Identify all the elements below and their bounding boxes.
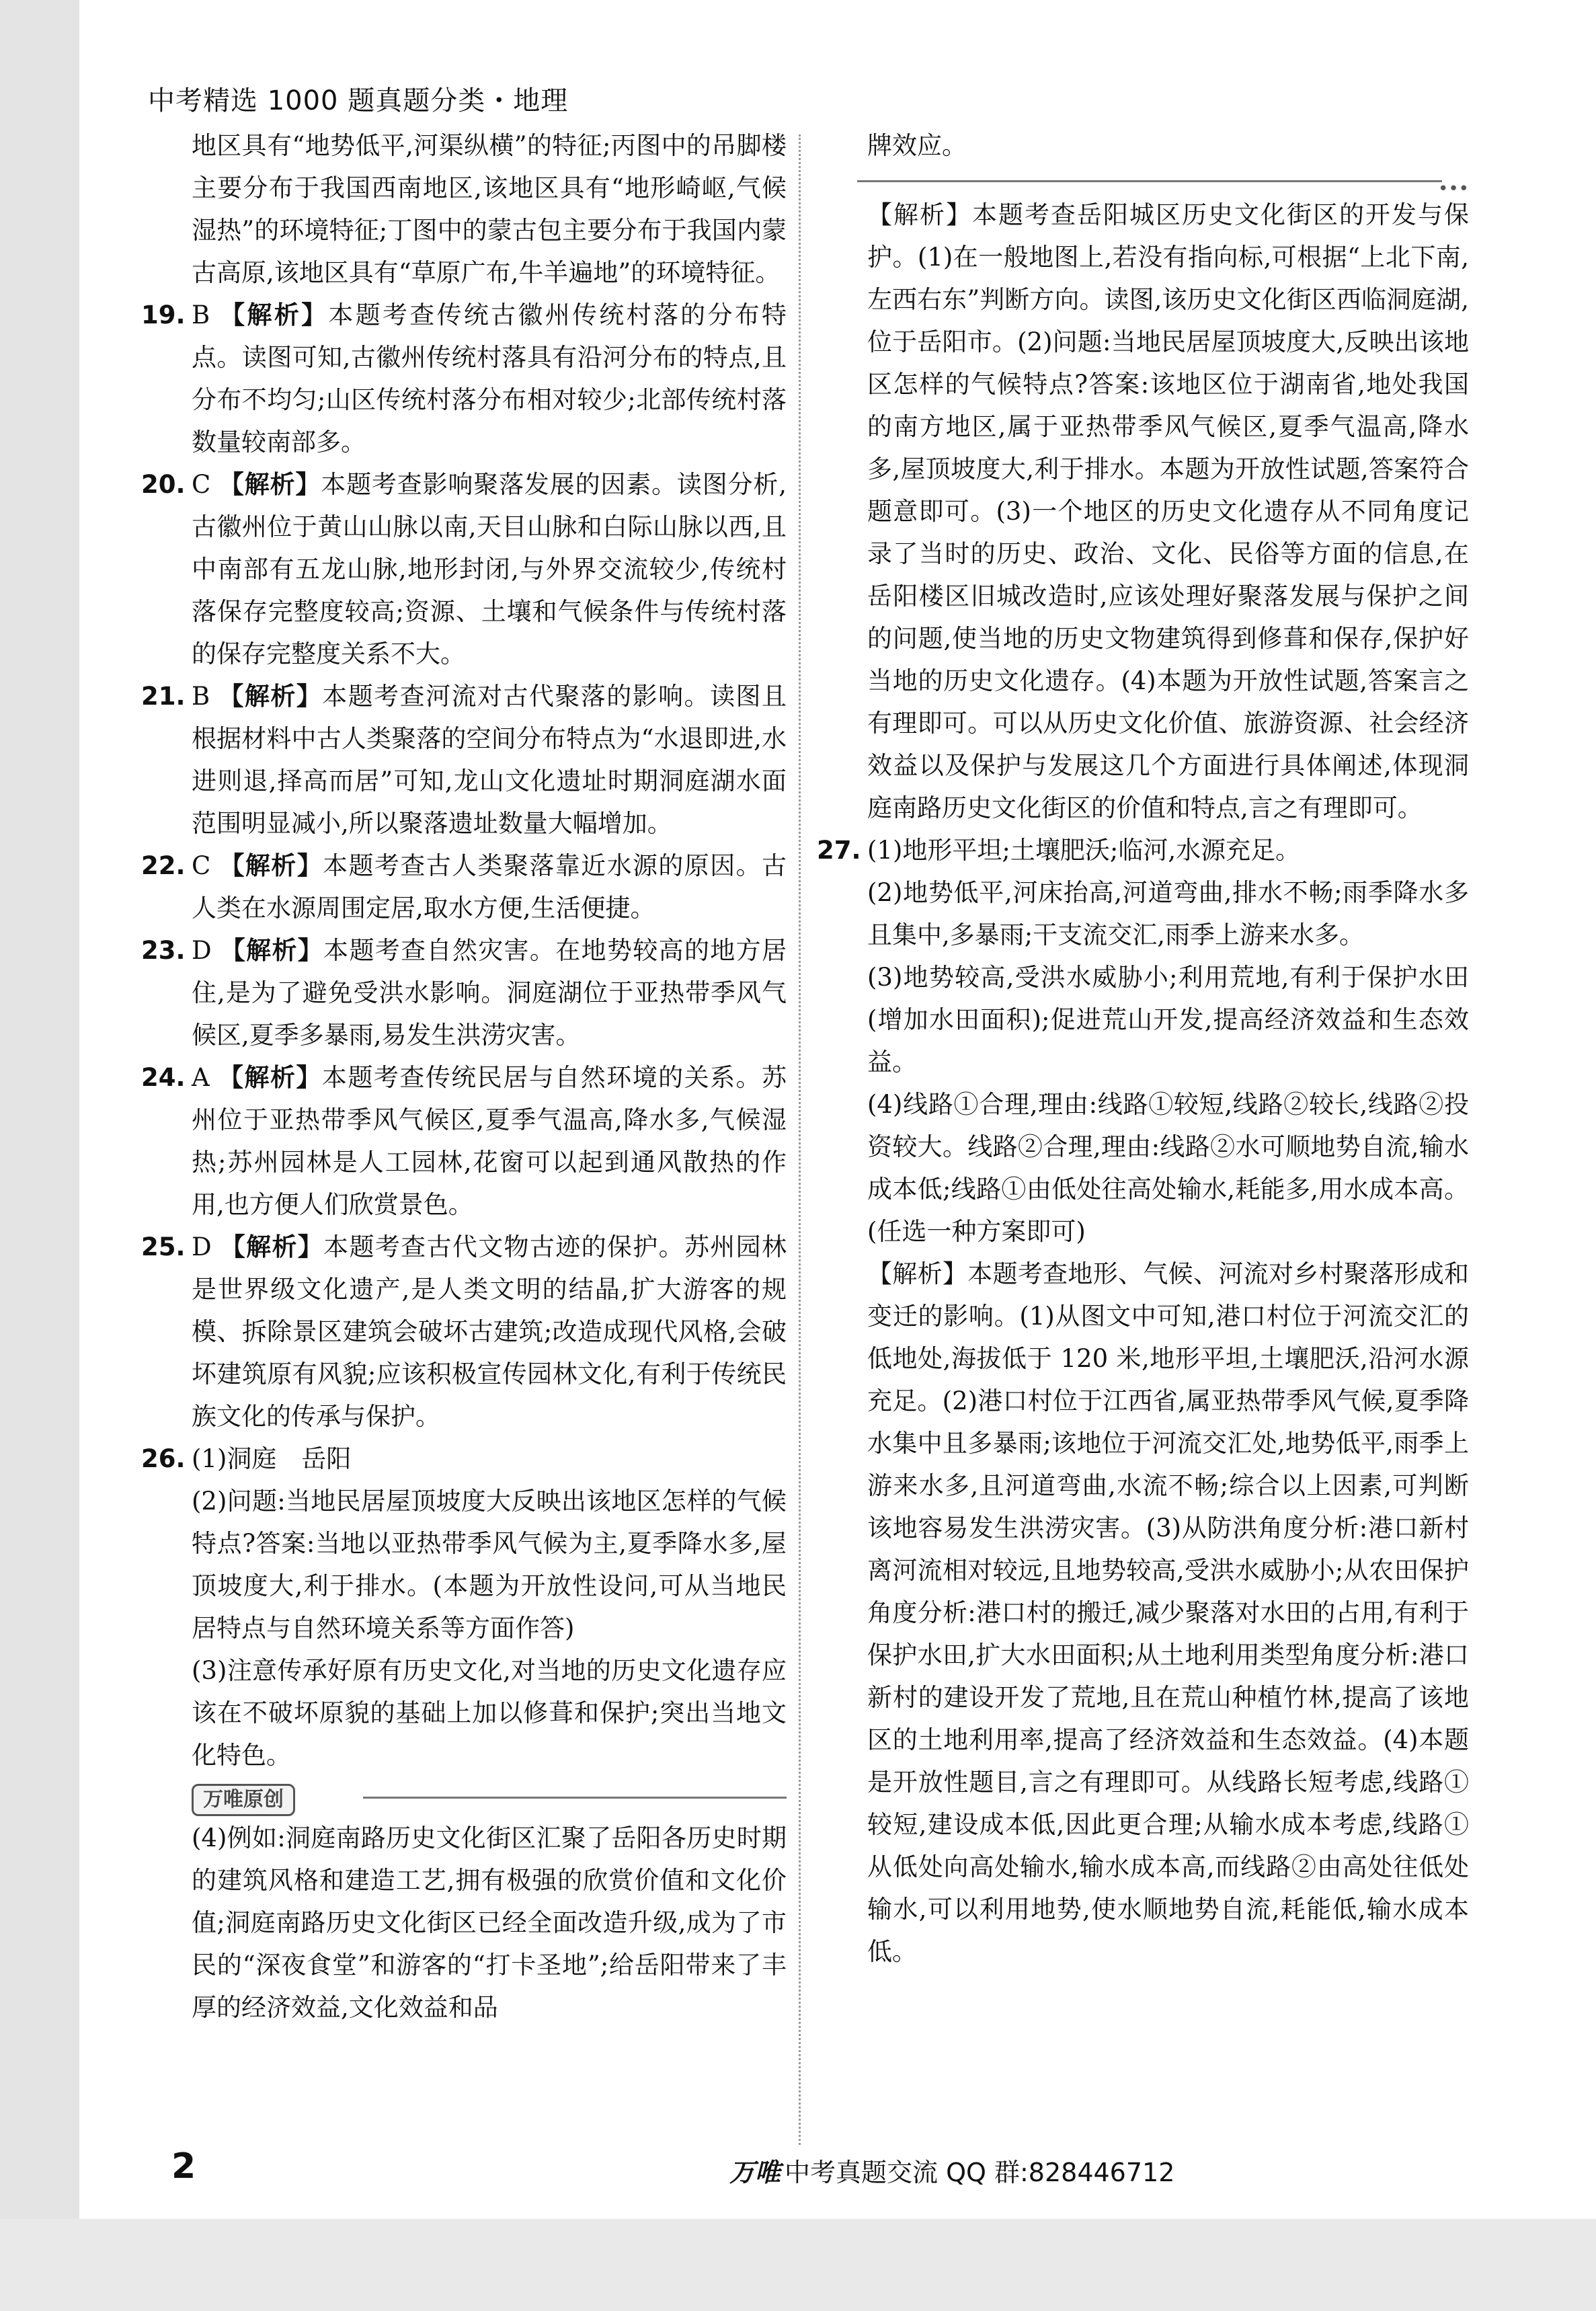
intro-paragraph: 地区具有“地势低平,河渠纵横”的特征;丙图中的吊脚楼主要分布于我国西南地区,该地区具有“地形崎岖,气候湿热”的环境特征;丁图中的蒙古包主要分布于我国内蒙古高原,该地区具有“草原广布,牛羊遍地”的环境特征。 — [192, 131, 787, 287]
item-number: 21. — [141, 682, 186, 711]
item-number: 26. — [141, 1444, 186, 1473]
item-number: 25. — [141, 1232, 186, 1261]
analysis-tag: 【解析】 — [220, 300, 329, 329]
analysis-tag: 【解析】 — [218, 1062, 322, 1092]
analysis-tag: 【解析】 — [220, 1232, 324, 1261]
answer-item-21 — [141, 675, 787, 845]
answer-letter: D — [192, 1232, 212, 1261]
answer-item-23 — [141, 929, 787, 1056]
q26-analysis: 【解析】本题考查岳阳城区历史文化街区的开发与保护。(1)在一般地图上,若没有指向标,可根据“上北下南,左西右东”判断方向。读图,该历史文化街区西临洞庭湖,位于岳阳市。(2)问题:当地民居屋顶坡度大,反映出该地区怎样的气候特点?答案:该地区位于湖南省,地处我国的南方地区,属于亚热带季风气候区,夏季气温高,降水多,屋顶坡度大,利于排水。本题为开放性试题,答案符合题意即可。(3)一个地区的历史文化遗存从不同角度记录了当时的历史、政治、文化、民俗等方面的信息,在岳阳楼区旧城改造时,应该处理好聚落发展与保护之间的问题,使当地的历史文物建筑得到修葺和保存,保护好当地的历史文化遗存。(4)本题为开放性试题,答案言之有理即可。可以从历史文化价值、旅游资源、社会经济效益以及保护与发展这几个方面进行具体阐述,体现洞庭南路历史文化街区的价值和特点,言之有理即可。 — [867, 200, 1469, 822]
footer-info — [729, 2152, 1174, 2189]
section-rule — [817, 167, 1469, 199]
answer-letter: B — [192, 301, 210, 329]
q27-part-3: (3)地势较高,受洪水威胁小;利用荒地,有利于保护水田(增加水田面积);促进荒山开发,提高经济效益和生态效益。 — [867, 963, 1469, 1076]
bottom-margin — [0, 2219, 1596, 2311]
answer-item-25 — [141, 1226, 787, 1438]
answer-item-26 — [141, 1438, 787, 1480]
left-column — [141, 124, 787, 2029]
analysis-text: 本题考查影响聚落发展的因素。读图分析,古徽州位于黄山山脉以南,天目山脉和白际山脉以西,且中南部有五龙山脉,地形封闭,与外界交流较少,传统村落保存完整度较高;资源、土壤和气候条件与传统村落的保存完整度关系不大。 — [192, 470, 787, 668]
item-body — [192, 929, 787, 1056]
item-body — [192, 845, 787, 929]
answer-letter: B — [192, 682, 210, 711]
analysis-text: 本题考查河流对古代聚落的影响。读图且根据材料中古人类聚落的空间分布特点为“水退即进,水进则退,择高而居”可知,龙山文化遗址时期洞庭湖水面范围明显减小,所以聚落遗址数量大幅增加。 — [192, 682, 787, 838]
page-number: 2 — [171, 2146, 196, 2187]
answer-item-19 — [141, 294, 787, 463]
item-number: 27. — [817, 836, 861, 865]
answer-item-24 — [141, 1056, 787, 1226]
analysis-text: 本题考查古人类聚落靠近水源的原因。古人类在水源周围定居,取水方便,生活便捷。 — [192, 851, 787, 923]
item-body — [192, 294, 787, 463]
answer-item-20 — [141, 463, 787, 675]
footer-qq-text: 中考真题交流 QQ 群:828446712 — [785, 2158, 1175, 2187]
item-number: 24. — [141, 1063, 186, 1092]
q26-part-4: (4)例如:洞庭南路历史文化街区汇聚了岳阳各历史时期的建筑风格和建造工艺,拥有极强的欣赏价值和文化价值;洞庭南路历史文化街区已经全面改造升级,成为了市民的“深夜食堂”和游客的“打卡圣地”;给岳阳带来了丰厚的经济效益,文化效益和品 — [192, 1824, 787, 2022]
item-number: 19. — [141, 301, 186, 329]
analysis-text: 本题考查传统古徽州传统村落的分布特点。读图可知,古徽州传统村落具有沿河分布的特点,且分布不均匀;山区传统村落分布相对较少;北部传统村落数量较南部多。 — [192, 301, 787, 457]
item-body — [192, 1056, 787, 1226]
item-body — [192, 1226, 787, 1438]
answer-item-27 — [817, 829, 1469, 871]
right-column — [817, 124, 1469, 1973]
original-badge: 万唯原创 — [192, 1784, 295, 1816]
q26-part-2: (2)问题:当地民居屋顶坡度大反映出该地区怎样的气候特点?答案:当地以亚热带季风气候为主,夏季降水多,屋顶坡度大,利于排水。(本题为开放性设问,可从当地民居特点与自然环境关系等方面作答) — [192, 1487, 787, 1643]
analysis-tag: 【解析】 — [219, 851, 323, 880]
q26-continuation: 牌效应。 — [867, 131, 967, 160]
q27-analysis: 【解析】本题考查地形、气候、河流对乡村聚落形成和变迁的影响。(1)从图文中可知,港口村位于河流交汇的低地处,海拔低于 120 米,地形平坦,土壤肥沃,沿河水源充足。(2)港口村位于江西省,属亚热带季风气候,夏季降水集中且多暴雨;该地位于河流交汇处,地势低平,雨季上游来水多,且河道弯曲,水流不畅;综合以上因素,可判断该地容易发生洪涝灾害。(3)从防洪角度分析:港口新村离河流相对较远,且地势较高,受洪水威胁小;从农田保护角度分析:港口村的搬迁,减少聚落对水田的占用,有利于保护水田,扩大水田面积;从土地利用类型角度分析:港口新村的建设开发了荒地,且在荒山种植竹林,提高了该地区的土地利用率,提高了经济效益和生态效益。(4)本题是开放性题目,言之有理即可。从线路长短考虑,线路①较短,建设成本低,因此更合理;从输水成本考虑,线路①从低处向高处输水,输水成本高,而线路②由高处往低处输水,可以利用地势,使水顺地势自流,耗能低,输水成本低。 — [867, 1259, 1469, 1966]
analysis-tag: 【解析】 — [220, 935, 324, 965]
answer-letter: D — [192, 936, 212, 965]
q27-part-4: (4)线路①合理,理由:线路①较短,线路②较长,线路②投资较大。线路②合理,理由:线路②水可顺地势自流,输水成本低;线路①由低处往高处输水,耗能多,用水成本高。(任选一种方案即可) — [867, 1090, 1469, 1246]
q26-part-1: (1)洞庭 岳阳 — [192, 1444, 352, 1473]
answer-item-22 — [141, 845, 787, 929]
q26-part-3: (3)注意传承好原有历史文化,对当地的历史文化遗存应该在不破坏原貌的基础上加以修葺和保护;突出当地文化特色。 — [192, 1656, 787, 1770]
analysis-text: 本题考查自然灾害。在地势较高的地方居住,是为了避免受洪水影响。洞庭湖位于亚热带季风气候区,夏季多暴雨,易发生洪涝灾害。 — [192, 936, 787, 1050]
item-number: 20. — [141, 470, 186, 499]
answer-letter: C — [192, 470, 211, 499]
analysis-tag: 【解析】 — [218, 681, 323, 711]
analysis-text: 本题考查传统民居与自然环境的关系。苏州位于亚热带季风气候区,夏季气温高,降水多,气候湿热;苏州园林是人工园林,花窗可以起到通风散热的作用,也方便人们欣赏景色。 — [192, 1063, 787, 1219]
item-body — [192, 463, 787, 675]
q27-part-1: (1)地形平坦;土壤肥沃;临河,水源充足。 — [867, 836, 1301, 865]
running-header: 中考精选 1000 题真题分类・地理 — [148, 85, 569, 116]
item-number: 23. — [141, 936, 186, 965]
analysis-tag: 【解析】 — [218, 469, 321, 499]
item-body — [192, 675, 787, 845]
q27-part-2: (2)地势低平,河床抬高,河道弯曲,排水不畅;雨季降水多且集中,多暴雨;干支流交汇,雨季上游来水多。 — [867, 878, 1469, 949]
rule-dots: ••• — [1437, 179, 1469, 199]
original-badge-row — [141, 1776, 787, 1817]
answer-letter: C — [192, 851, 211, 880]
answer-letter: A — [192, 1063, 210, 1092]
column-divider — [799, 134, 801, 2145]
analysis-text: 本题考查古代文物古迹的保护。苏州园林是世界级文化遗产,是人类文明的结晶,扩大游客的规模、拆除景区建筑会破坏古建筑;改造成现代风格,会破坏建筑原有风貌;应该积极宣传园林文化,有利于传统民族文化的传承与保护。 — [192, 1232, 787, 1431]
footer-brand-logo: 万唯 — [729, 2158, 781, 2187]
item-number: 22. — [141, 851, 186, 880]
